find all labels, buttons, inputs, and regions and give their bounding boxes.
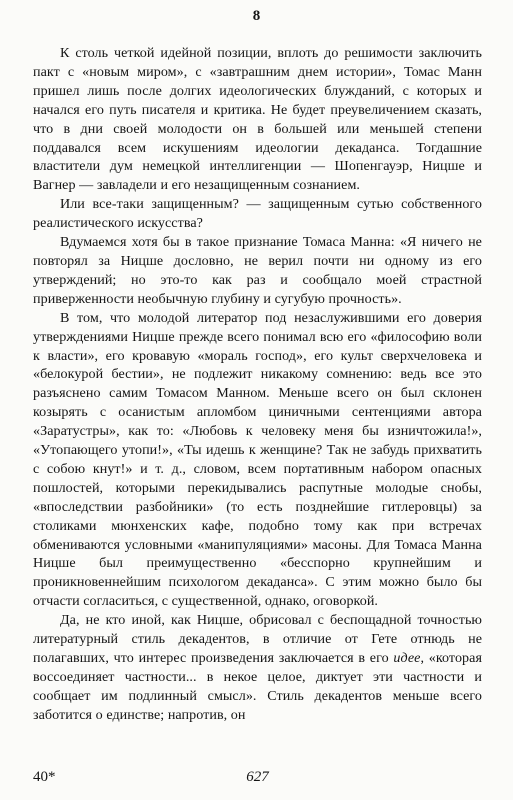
page-marker: 8 bbox=[252, 8, 261, 24]
signature-mark: 40* bbox=[33, 769, 56, 785]
paragraph-5-start: Да, не кто иной, как Ницше, обрисовал с беспощадной точностью литературный стиль декадентов, в отличие от Гете отнюдь не полагавших, что интерес произведения заключается в его bbox=[33, 612, 482, 666]
paragraph-5-end: , «которая воссоединяет частности... в некое целое, диктует эти частности и сообщает им подлинный смысл». Стиль декадентов меньше всего заботится о единстве; напротив, он bbox=[33, 650, 482, 723]
paragraph-1: К столь четкой идейной позиции, вплоть до решимости заключить пакт с «новым миром», с «завтрашним днем истории», Томас Манн пришел лишь после долгих идеологических блужданий, с которых и начался его путь писателя и критика. Не будет преувеличением сказать, что в дни своей молодости он в большей или меньшей степени поддавался всем искушениям идеологии декаданса. Тогдашние властители дум немецкой интеллигенции — Шопенгауэр, Ницше и Вагнер — завладели и его незащищенным сознанием. bbox=[33, 45, 482, 194]
paragraph-5 bbox=[33, 611, 482, 724]
paragraph-3: Вдумаемся хотя бы в такое признание Томаса Манна: «Я ничего не повторял за Ницше дословно, не верил почти ни одному из его утверждений; но это-то как раз и сообщало моей страстной приверженности необычную глубину и сугубую прочность». bbox=[33, 234, 482, 307]
paragraph-2: Или все-таки защищенным? — защищенным сутью собственного реалистического искусства? bbox=[33, 196, 482, 232]
page-footer bbox=[33, 769, 482, 791]
emphasized-word: идее bbox=[393, 650, 421, 666]
paragraph-4: В том, что молодой литератор под незаслужившими его доверия утверждениями Ницше прежде всего понимал всю его «философию воли к власти», его кровавую «мораль господ», его культ сверхчеловека и «белокурой бестии», не подлежит никакому сомнению: ведь все это разъяснено самим Томасом Манном. Меньше всего он был склонен козырять с осанистым апломбом циничными сентенциями автора «Заратустры», как то: «Любовь к человеку меня бы изничтожила!», «Утопающего утопи!», «Ты идешь к женщине? Так не забудь прихватить с собою кнут!» и т. д., словом, всем портативным набором опасных пошлостей, которыми перекидывались распутные молодые снобы, «впоследствии разбойники» (то есть позднейшие гитлеровцы) за столиками мюнхенских кафе, подобно тому как при встречах обмениваются условными «манипуляциями» масоны. Для Томаса Манна Ницше был преимущественно «бесспорно крупнейшим и проникновеннейшим психологом декаданса». С этим можно было бы отчасти согласиться, с существенной, однако, оговоркой. bbox=[33, 309, 482, 610]
page-number: 627 bbox=[246, 769, 269, 785]
body-text bbox=[33, 44, 482, 725]
